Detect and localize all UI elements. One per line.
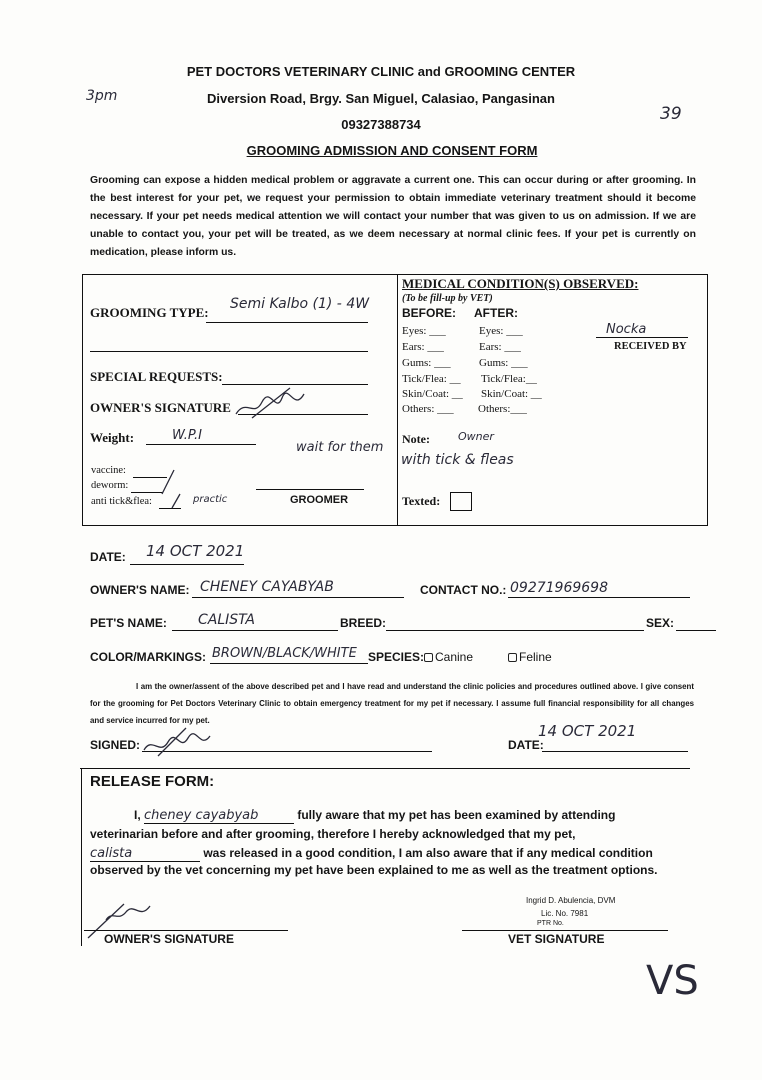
note-value-2: with tick & fleas	[401, 452, 514, 468]
vet-signature-label: VET SIGNATURE	[508, 932, 605, 946]
release-owner-value[interactable]: cheney cayabyab	[144, 808, 294, 824]
release-line-3	[90, 846, 710, 862]
after-others: Others:___	[478, 403, 527, 415]
clinic-phone: 09327388734	[341, 117, 421, 132]
before-tick-flea: Tick/Flea: __	[402, 373, 461, 385]
after-tick-flea: Tick/Flea:__	[481, 373, 537, 385]
release-pet-value[interactable]: calista	[90, 846, 200, 862]
contact-value[interactable]: 09271969698	[510, 580, 608, 596]
release-line-1	[90, 808, 702, 824]
owner-name-label: OWNER'S NAME:	[90, 583, 190, 597]
form-title: GROOMING ADMISSION AND CONSENT FORM	[246, 143, 538, 158]
before-gums: Gums: ___	[402, 357, 451, 369]
blank-line	[90, 351, 368, 352]
before-ears: Ears: ___	[402, 341, 444, 353]
release-line-2: veterinarian before and after grooming, therefore I hereby acknowledged that my pet,	[90, 827, 576, 841]
release-line-1-end: fully aware that my pet has been examined by attending	[297, 808, 616, 822]
medical-subtitle: (To be fill-up by VET)	[402, 293, 493, 304]
species-label: SPECIES:	[368, 650, 425, 664]
deworm-label: deworm:	[91, 480, 129, 491]
feline-checkbox[interactable]	[508, 653, 517, 662]
checkmark-scribbles	[152, 466, 192, 512]
consent-paragraph: I am the owner/assent of the above described pet and I have read and understand the clinic policies and procedures outlined above. I give consent for the grooming for Pet Doctors Veterinary Clinic to obtain emergency treatment for my pet if necessary. I assume full financial responsibility for all changes and service incurred for my pet.	[90, 682, 694, 725]
after-eyes: Eyes: ___	[479, 325, 523, 337]
vaccine-label: vaccine:	[91, 465, 126, 476]
weight-label: Weight:	[90, 430, 135, 445]
feline-option[interactable]	[508, 650, 552, 664]
signed-signature-scribble	[140, 726, 220, 760]
before-others: Others: ___	[402, 403, 454, 415]
grooming-type-value[interactable]: Semi Kalbo (1) - 4W	[230, 296, 370, 312]
pet-name-label: PET'S NAME:	[90, 616, 167, 630]
note-label: Note:	[402, 432, 430, 446]
after-label: AFTER:	[474, 306, 518, 320]
canine-label: Canine	[435, 650, 474, 664]
owner-name-value[interactable]: CHENEY CAYABYAB	[200, 579, 334, 595]
signed-date-value[interactable]: 14 OCT 2021	[538, 722, 637, 740]
before-label: BEFORE:	[402, 306, 456, 320]
color-label: COLOR/MARKINGS:	[90, 650, 206, 664]
vet-ptr: PTR No.	[537, 920, 564, 927]
release-line-4: observed by the vet concerning my pet have been explained to me as well as the treatment options.	[90, 863, 658, 877]
groomer-label: GROOMER	[290, 494, 349, 506]
anti-tick-value: practic	[193, 494, 228, 505]
date-label: DATE:	[90, 550, 126, 564]
breed-label: BREED:	[340, 616, 387, 630]
canine-checkbox[interactable]	[424, 653, 433, 662]
owner-signature-scribble	[232, 384, 316, 424]
vet-name: Ingrid D. Abulencia, DVM	[526, 896, 616, 905]
color-value[interactable]: BROWN/BLACK/WHITE	[212, 646, 357, 661]
grooming-type-label: GROOMING TYPE:	[90, 305, 209, 320]
sex-label: SEX:	[646, 616, 675, 630]
signed-label: SIGNED:	[90, 738, 141, 752]
box-divider	[397, 274, 398, 526]
form-number-note: 39	[660, 104, 682, 124]
intro-paragraph: Grooming can expose a hidden medical problem or aggravate a current one. This can occur during or after grooming. In the best interest for your pet, we request your permission to obtain immediate veterinary treatment should it become necessary. If your pet needs medical attention we will contact your number that was given to us on admission. If we are unable to contact you, your pet will be treated, as we deem necessary at normal clinic fees. If your pet is currently on medication, please inform us.	[90, 175, 696, 258]
canine-option[interactable]	[424, 650, 473, 664]
breed-field[interactable]	[386, 630, 644, 631]
received-by-value: Nocka	[606, 322, 647, 337]
before-eyes: Eyes: ___	[402, 325, 446, 337]
note-value-1: Owner	[458, 430, 494, 443]
clinic-name: PET DOCTORS VETERINARY CLINIC and GROOMING CENTER	[186, 64, 576, 79]
texted-label: Texted:	[402, 494, 441, 508]
contact-label: CONTACT NO.:	[420, 583, 507, 597]
special-requests-label: SPECIAL REQUESTS:	[90, 369, 223, 384]
after-ears: Ears: ___	[479, 341, 521, 353]
release-i-label: I,	[134, 808, 141, 822]
anti-tick-label: anti tick&flea:	[91, 496, 152, 507]
release-title: RELEASE FORM:	[90, 773, 215, 790]
weight-value[interactable]: W.P.I	[172, 428, 202, 443]
date-value[interactable]: 14 OCT 2021	[146, 542, 245, 560]
sex-field[interactable]	[676, 630, 716, 631]
before-skin-coat: Skin/Coat: __	[402, 388, 463, 400]
owner-signature-label: OWNER'S SIGNATURE	[90, 400, 231, 415]
after-gums: Gums: ___	[479, 357, 528, 369]
release-line-3-end: was released in a good condition, I am also aware that if any medical condition	[203, 846, 653, 860]
time-note: 3pm	[86, 88, 118, 104]
pet-name-value[interactable]: CALISTA	[198, 612, 256, 628]
groomer-line	[256, 489, 364, 490]
feline-label: Feline	[519, 650, 552, 664]
signed-date-label: DATE:	[508, 738, 544, 752]
after-skin-coat: Skin/Coat: __	[481, 388, 542, 400]
weight-note: wait for them	[296, 440, 384, 455]
clinic-address: Diversion Road, Brgy. San Miguel, Calasiao, Pangasinan	[207, 91, 555, 106]
medical-title: MEDICAL CONDITION(S) OBSERVED:	[402, 276, 639, 291]
initials-note: VS	[646, 958, 699, 1004]
vet-license: Lic. No. 7981	[541, 909, 589, 918]
received-by-label: RECEIVED BY	[614, 341, 687, 352]
texted-checkbox[interactable]	[450, 492, 472, 511]
owner-signature-release-label: OWNER'S SIGNATURE	[104, 932, 234, 946]
